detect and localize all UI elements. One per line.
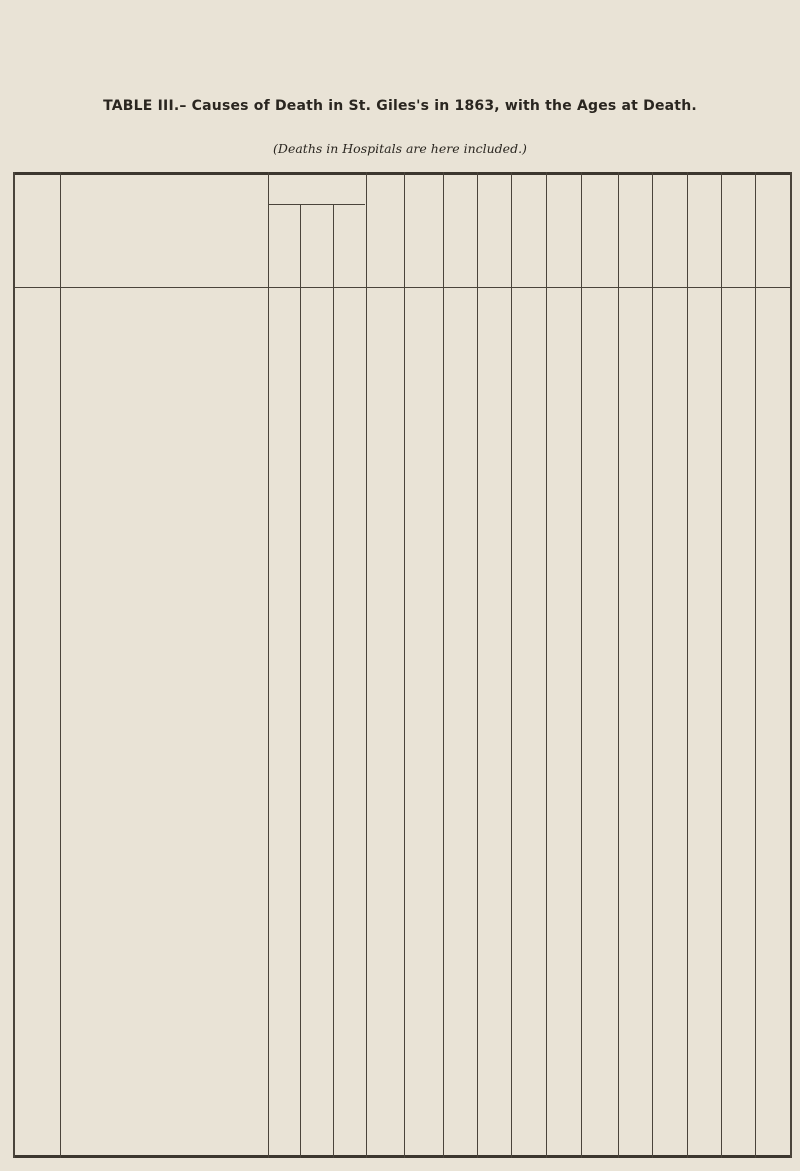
table-subtitle: (Deaths in Hospitals are here included.) [273, 141, 527, 156]
column-rule [755, 172, 756, 1158]
at-all-ages-rule [268, 204, 365, 205]
column-rule [443, 172, 444, 1158]
column-rule [546, 172, 547, 1158]
column-rule [652, 172, 653, 1158]
table-frame [13, 172, 790, 1158]
column-rule [618, 172, 619, 1158]
column-rule [366, 172, 367, 1158]
column-rule [477, 172, 478, 1158]
column-rule [687, 172, 688, 1158]
column-rule [511, 172, 512, 1158]
column-rule [404, 172, 405, 1158]
column-rule [721, 172, 722, 1158]
column-rule [60, 172, 61, 1158]
header-rule [13, 287, 790, 288]
column-rule [268, 172, 269, 1158]
column-rule [581, 172, 582, 1158]
table-title: TABLE III.– Causes of Death in St. Giles's in 1863, with the Ages at Death. [103, 98, 697, 114]
table-border [790, 172, 792, 1158]
table-border [13, 172, 15, 1158]
column-rule [300, 204, 301, 1158]
column-rule [333, 204, 334, 1158]
